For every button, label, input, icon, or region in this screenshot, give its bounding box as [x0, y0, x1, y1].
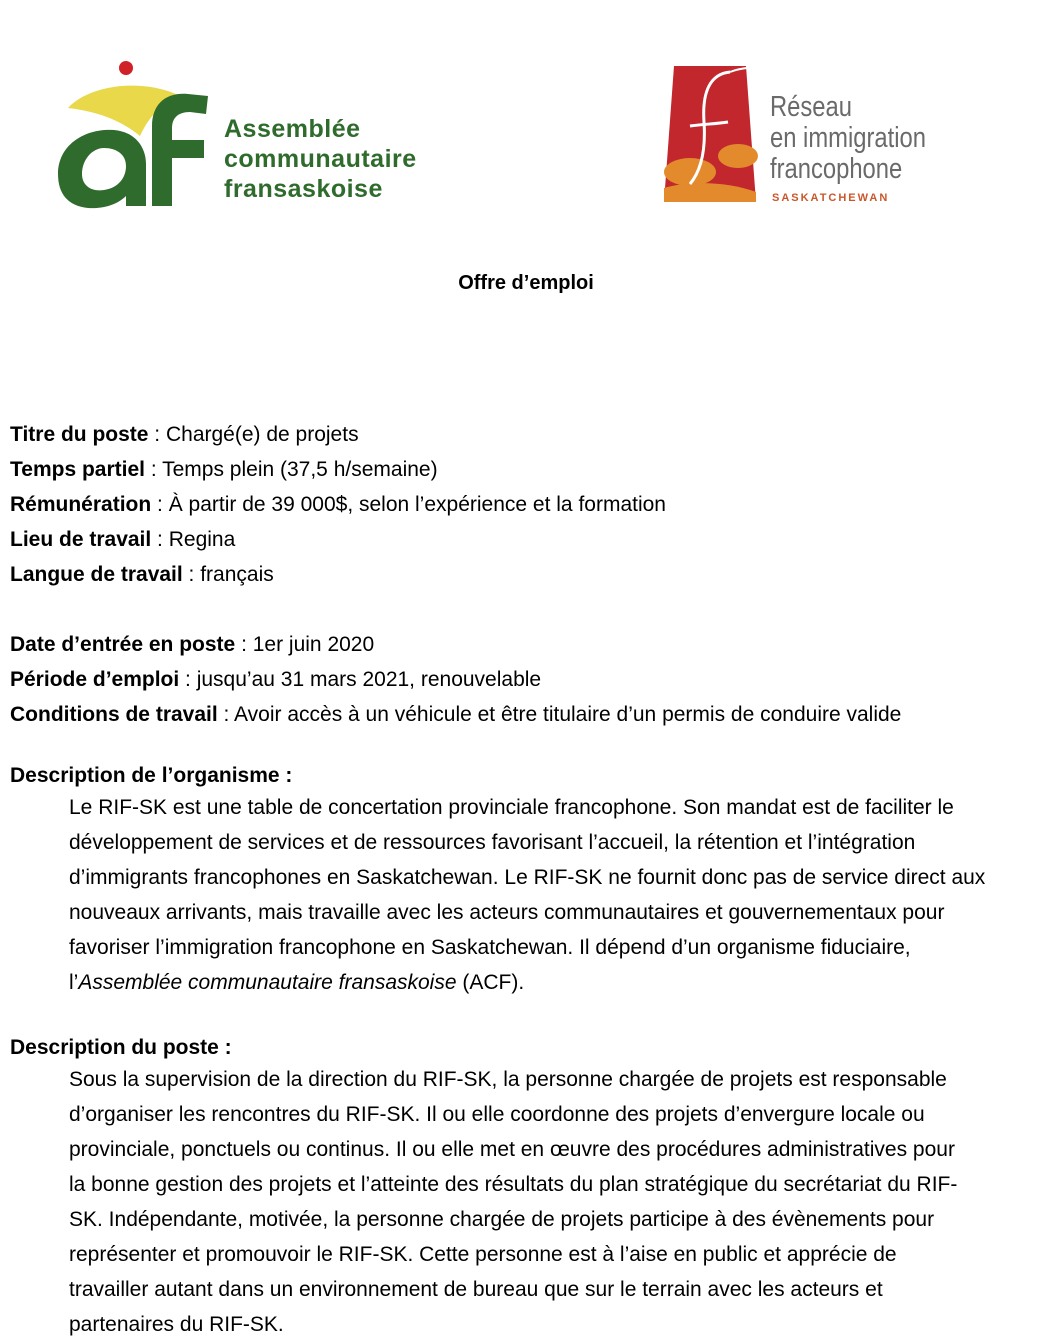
page-title: Offre d’emploi	[458, 272, 594, 294]
field-label: Conditions de travail	[10, 703, 218, 726]
poste-line: provinciale, ponctuels ou continus. Il ou elle met en œuvre des procédures administratives pour	[69, 1138, 955, 1161]
org-line: Le RIF-SK est une table de concertation provinciale francophone. Son mandat est de faciliter le	[69, 796, 954, 819]
rif-name-line-2: en immigration	[770, 122, 926, 154]
field-label: Temps partiel	[10, 458, 145, 481]
field-date	[10, 627, 901, 662]
field-value: : 1er juin 2020	[235, 633, 375, 656]
field-value: : Regina	[151, 528, 236, 551]
poste-paragraph	[69, 1062, 1052, 1342]
poste-line: travailler autant dans un environnement de bureau que sur le terrain avec les acteurs et	[69, 1278, 883, 1301]
rif-name	[770, 92, 926, 185]
poste-heading: Description du poste :	[10, 1036, 232, 1059]
poste-line: représenter et promouvoir le RIF-SK. Cette personne est à l’aise en public et apprécie de	[69, 1243, 897, 1266]
field-langue	[10, 557, 901, 592]
org-line: développement de services et de ressources favorisant l’accueil, la rétention et l’intégration	[69, 831, 916, 854]
field-label: Rémunération	[10, 493, 152, 516]
acf-name	[224, 114, 417, 204]
org-last-suffix: (ACF).	[456, 971, 525, 994]
rif-name-line-3: francophone	[770, 153, 903, 185]
field-label: Lieu de travail	[10, 528, 152, 551]
poste-line: partenaires du RIF-SK.	[69, 1313, 284, 1336]
field-label: Titre du poste	[10, 423, 149, 446]
org-heading: Description de l’organisme :	[10, 764, 293, 787]
field-value: : À partir de 39 000$, selon l’expérience et la formation	[151, 493, 666, 516]
org-line: d’immigrants francophones en Saskatchewan. Le RIF-SK ne fournit donc pas de service direct aux	[69, 866, 986, 889]
field-conditions	[10, 697, 901, 732]
acf-name-line-3: fransaskoise	[224, 175, 383, 203]
acf-name-line-2: communautaire	[224, 145, 417, 173]
org-line-last	[69, 965, 1052, 1000]
org-last-prefix: l’	[69, 971, 79, 994]
rif-logo	[660, 62, 960, 212]
field-titre	[10, 417, 901, 452]
acf-logo-mark	[48, 56, 228, 216]
field-remuneration	[10, 487, 901, 522]
org-paragraph	[69, 790, 1052, 1000]
rif-logo-mark	[660, 62, 760, 208]
org-line: favoriser l’immigration francophone en Saskatchewan. Il dépend d’un organisme fiduciaire,	[69, 936, 911, 959]
field-value: : Temps plein (37,5 h/semaine)	[144, 458, 438, 481]
acf-logo	[48, 56, 518, 216]
org-line: nouveaux arrivants, mais travaille avec les acteurs communautaires et gouvernementaux pour	[69, 901, 945, 924]
field-periode	[10, 662, 901, 697]
poste-line: d’organiser les rencontres du RIF-SK. Il ou elle coordonne des projets d’envergure locale ou	[69, 1103, 925, 1126]
field-value: : jusqu’au 31 mars 2021, renouvelable	[179, 668, 542, 691]
field-value: : Avoir accès à un véhicule et être titulaire d’un permis de conduire valide	[217, 703, 902, 726]
rif-name-line-1: Réseau	[770, 91, 852, 123]
field-label: Date d’entrée en poste	[10, 633, 236, 656]
field-label: Période d’emploi	[10, 668, 180, 691]
org-last-italic: Assemblée communautaire fransaskoise	[78, 971, 457, 994]
field-value: : Chargé(e) de projets	[148, 423, 359, 446]
poste-line: la bonne gestion des projets et l’atteinte des résultats du plan stratégique du secrétariat du RIF-	[69, 1173, 958, 1196]
job-fields	[10, 417, 901, 732]
rif-subtitle: SASKATCHEWAN	[772, 192, 890, 204]
poste-line: Sous la supervision de la direction du RIF-SK, la personne chargée de projets est responsable	[69, 1068, 947, 1091]
poste-line: SK. Indépendante, motivée, la personne chargée de projets participe à des évènements pour	[69, 1208, 935, 1231]
field-value: : français	[182, 563, 274, 586]
field-label: Langue de travail	[10, 563, 183, 586]
field-lieu	[10, 522, 901, 557]
field-temps	[10, 452, 901, 487]
acf-name-line-1: Assemblée	[224, 115, 361, 143]
